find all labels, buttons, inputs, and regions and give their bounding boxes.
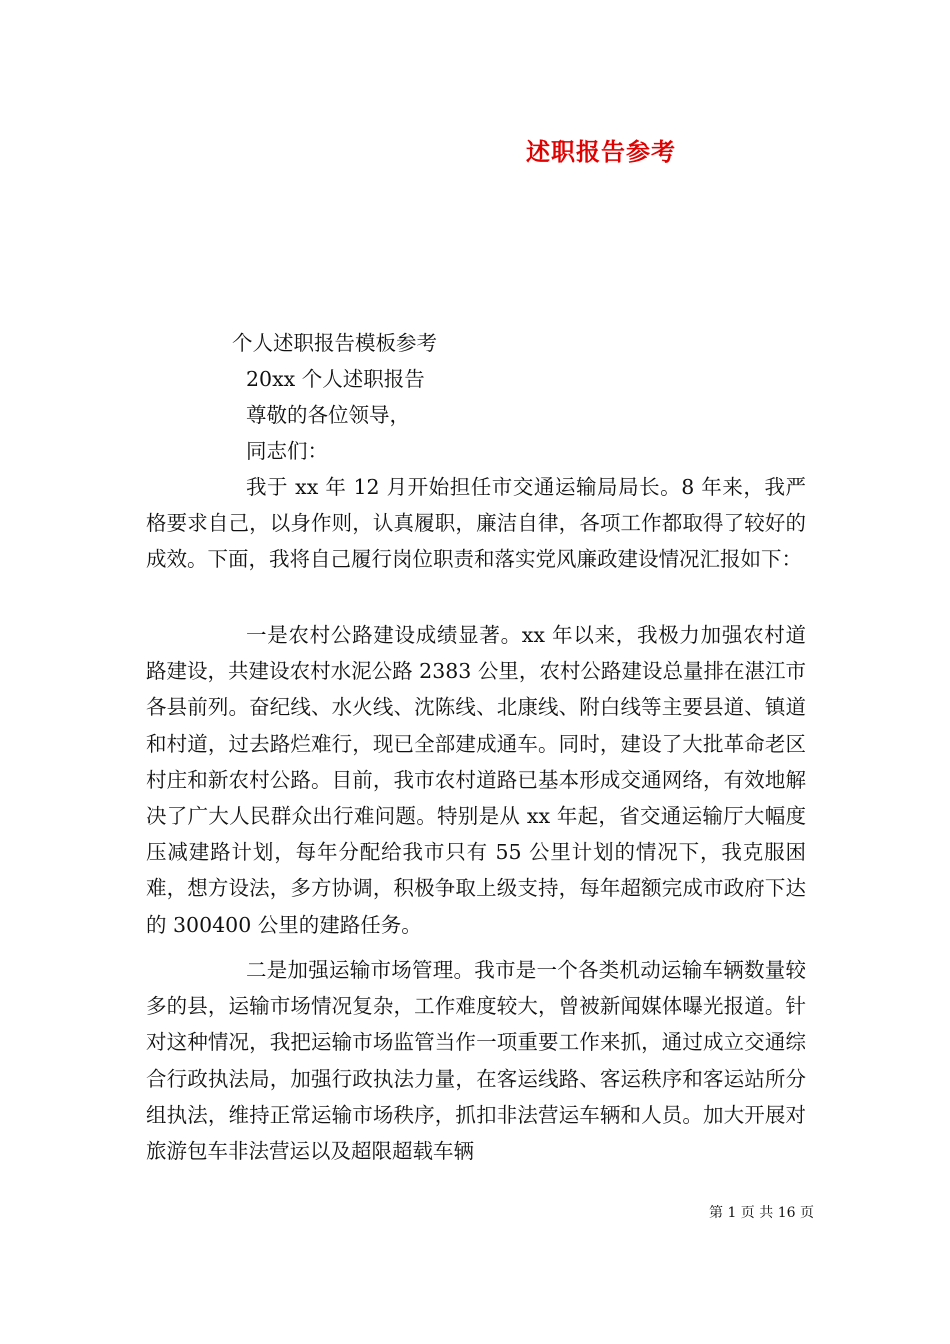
page-number-footer: 第 1 页 共 16 页 (709, 1205, 814, 1221)
salutation-line: 尊敬的各位领导， (246, 403, 410, 427)
salutation-line-2: 同志们： (246, 439, 328, 463)
paragraph-transport-market: 二是加强运输市场管理。我市是一个各类机动运输车辆数量较多的县，运输市场情况复杂，工作难度较大，曾被新闻媒体曝光报道。针对这种情况，我把运输市场监管当作一项重要工作来抓，通过成立交通综合行政执法局，加强行政执法力量，在客运线路、客运秩序和客运站所分组执法，维持正常运输市场秩序，抓扣非法营运车辆和人员。加大开展对旅游包车非法营运以及超限超载车辆 (146, 958, 806, 1164)
report-year-line: 20xx 个人述职报告 (246, 367, 425, 391)
page-title: 述职报告参考 (526, 137, 676, 166)
subtitle-line: 个人述职报告模板参考 (232, 331, 437, 355)
paragraph-rural-roads: 一是农村公路建设成绩显著。xx 年以来，我极力加强农村道路建设，共建设农村水泥公路 2383 公里，农村公路建设总量排在湛江市各县前列。奋纪线、水火线、沈陈线、北康线、附白线等主要县道、镇道和村道，过去路烂难行，现已全部建成通车。同时，建设了大批革命老区村庄和新农村公路。目前，我市农村道路已基本形成交通网络，有效地解决了广大人民群众出行难问题。特别是从 xx 年起，省交通运输厅大幅度压减建路计划，每年分配给我市只有 55 公里计划的情况下，我克服困难，想方设法，多方协调，积极争取上级支持，每年超额完成市政府下达的 300400 公里的建路任务。 (146, 623, 806, 937)
paragraph-intro: 我于 xx 年 12 月开始担任市交通运输局局长。8 年来，我严格要求自己，以身作则，认真履职，廉洁自律，各项工作都取得了较好的成效。下面，我将自己履行岗位职责和落实党风廉政建设情况汇报如下： (146, 475, 806, 572)
